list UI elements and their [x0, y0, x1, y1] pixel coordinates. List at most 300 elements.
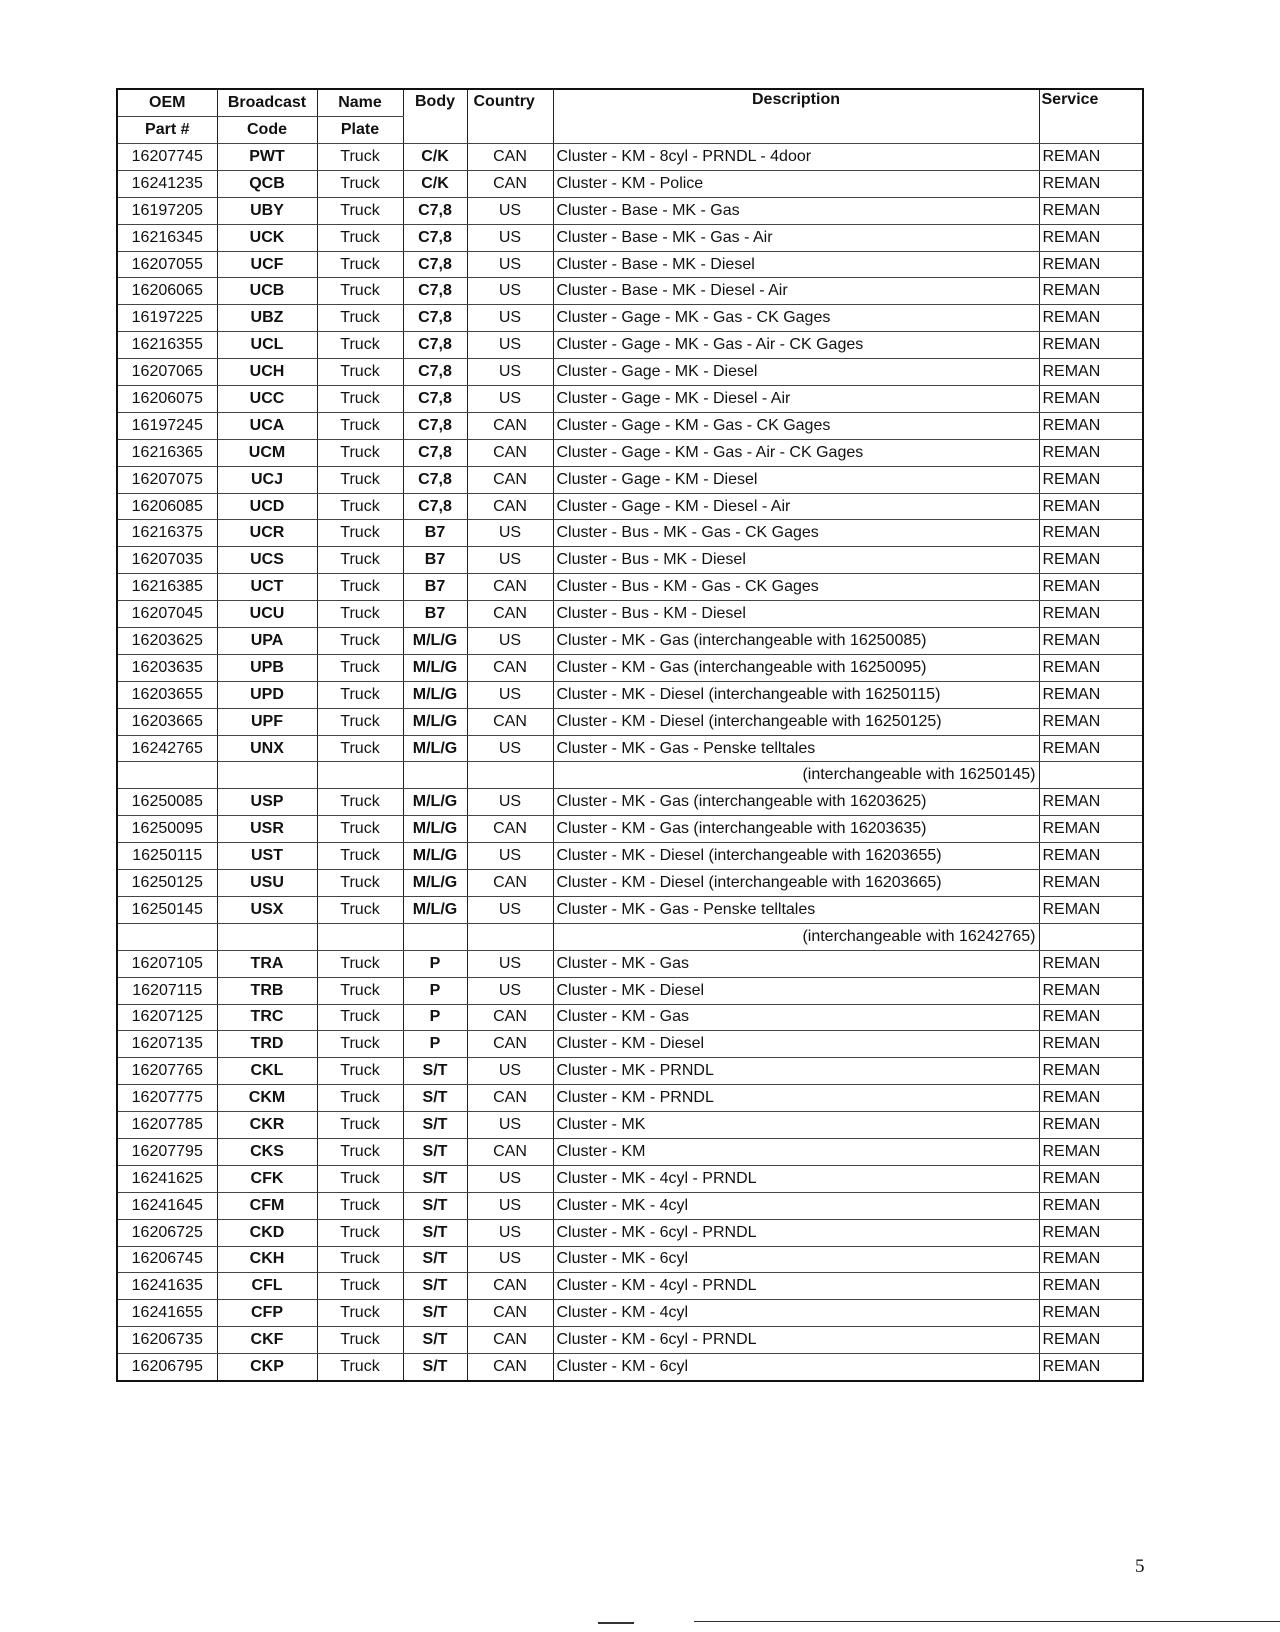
cell-country: US: [467, 789, 553, 816]
table-body: [117, 144, 1143, 1381]
cell-part: 16206745: [117, 1246, 217, 1273]
cell-code: CKH: [217, 1246, 317, 1273]
cell-country: CAN: [467, 654, 553, 681]
cell-plate: Truck: [317, 520, 403, 547]
cell-plate: Truck: [317, 1354, 403, 1381]
cell-country: US: [467, 332, 553, 359]
cell-plate: Truck: [317, 170, 403, 197]
cell-service: REMAN: [1039, 278, 1143, 305]
cell-plate: Truck: [317, 1219, 403, 1246]
cell-body: M/L/G: [403, 870, 467, 897]
table-row: [117, 789, 1143, 816]
cell-body: M/L/G: [403, 843, 467, 870]
cell-body: P: [403, 1004, 467, 1031]
cell-country: US: [467, 1192, 553, 1219]
table-row: [117, 1273, 1143, 1300]
cell-part: 16197225: [117, 305, 217, 332]
cell-desc: Cluster - KM - Gas (interchangeable with 16203635): [553, 816, 1039, 843]
cell-service: REMAN: [1039, 1112, 1143, 1139]
cell-service: [1039, 923, 1143, 950]
table-row: [117, 493, 1143, 520]
cell-desc: (interchangeable with 16242765): [553, 923, 1039, 950]
cell-country: [467, 762, 553, 789]
cell-service: REMAN: [1039, 170, 1143, 197]
cell-plate: Truck: [317, 439, 403, 466]
cell-part: 16216375: [117, 520, 217, 547]
cell-service: REMAN: [1039, 520, 1143, 547]
cell-body: C7,8: [403, 466, 467, 493]
cell-plate: Truck: [317, 1300, 403, 1327]
cell-code: CKD: [217, 1219, 317, 1246]
cell-part: 16241635: [117, 1273, 217, 1300]
cell-plate: Truck: [317, 466, 403, 493]
cell-country: [467, 923, 553, 950]
cell-country: US: [467, 547, 553, 574]
cell-plate: Truck: [317, 789, 403, 816]
cell-service: REMAN: [1039, 197, 1143, 224]
cell-code: USP: [217, 789, 317, 816]
cell-part: 16241235: [117, 170, 217, 197]
table-row: [117, 278, 1143, 305]
table-row: [117, 144, 1143, 171]
cell-country: CAN: [467, 412, 553, 439]
cell-body: C7,8: [403, 251, 467, 278]
header-body: Body: [403, 89, 467, 144]
cell-part: 16241655: [117, 1300, 217, 1327]
table-row: [117, 197, 1143, 224]
cell-body: S/T: [403, 1327, 467, 1354]
cell-body: M/L/G: [403, 816, 467, 843]
cell-part: 16250095: [117, 816, 217, 843]
cell-code: USX: [217, 896, 317, 923]
cell-country: US: [467, 520, 553, 547]
page-number: 5: [1135, 1556, 1145, 1577]
table-header: [117, 89, 1143, 144]
cell-code: TRC: [217, 1004, 317, 1031]
table-row: [117, 950, 1143, 977]
table-row: [117, 735, 1143, 762]
cell-part: 16206795: [117, 1354, 217, 1381]
cell-service: REMAN: [1039, 332, 1143, 359]
cell-desc: Cluster - MK - Gas - Penske telltales: [553, 896, 1039, 923]
cell-desc: Cluster - MK - Gas - Penske telltales: [553, 735, 1039, 762]
cell-code: UCD: [217, 493, 317, 520]
cell-code: UBZ: [217, 305, 317, 332]
cell-body: B7: [403, 520, 467, 547]
cell-desc: Cluster - MK - Diesel: [553, 977, 1039, 1004]
cell-code: UPB: [217, 654, 317, 681]
cell-code: CKP: [217, 1354, 317, 1381]
cell-country: US: [467, 950, 553, 977]
cell-desc: Cluster - KM - Gas (interchangeable with 16250095): [553, 654, 1039, 681]
cell-country: US: [467, 681, 553, 708]
cell-country: CAN: [467, 870, 553, 897]
cell-service: REMAN: [1039, 601, 1143, 628]
table-row: [117, 1004, 1143, 1031]
cell-body: M/L/G: [403, 628, 467, 655]
cell-country: US: [467, 1058, 553, 1085]
cell-desc: Cluster - KM - Diesel (interchangeable with 16250125): [553, 708, 1039, 735]
table-row: [117, 386, 1143, 413]
cell-part: 16203625: [117, 628, 217, 655]
cell-desc: Cluster - MK - Gas: [553, 950, 1039, 977]
cell-part: 16197245: [117, 412, 217, 439]
cell-code: USR: [217, 816, 317, 843]
cell-body: S/T: [403, 1138, 467, 1165]
header-broadcast: Broadcast: [217, 89, 317, 117]
cell-country: CAN: [467, 574, 553, 601]
cell-part: 16206735: [117, 1327, 217, 1354]
cell-part: 16207075: [117, 466, 217, 493]
cell-plate: Truck: [317, 1273, 403, 1300]
cell-country: US: [467, 359, 553, 386]
table-row: [117, 466, 1143, 493]
cell-code: [217, 762, 317, 789]
cell-desc: Cluster - Gage - MK - Gas - Air - CK Gages: [553, 332, 1039, 359]
cell-part: 16216345: [117, 224, 217, 251]
cell-desc: Cluster - Base - MK - Diesel - Air: [553, 278, 1039, 305]
cell-desc: Cluster - Base - MK - Gas - Air: [553, 224, 1039, 251]
cell-body: C7,8: [403, 386, 467, 413]
cell-country: US: [467, 1165, 553, 1192]
cell-code: UCT: [217, 574, 317, 601]
table-row: [117, 762, 1143, 789]
cell-country: CAN: [467, 816, 553, 843]
cell-part: 16207035: [117, 547, 217, 574]
cell-plate: Truck: [317, 1085, 403, 1112]
cell-desc: Cluster - KM - 6cyl - PRNDL: [553, 1327, 1039, 1354]
cell-code: PWT: [217, 144, 317, 171]
cell-body: S/T: [403, 1112, 467, 1139]
cell-code: QCB: [217, 170, 317, 197]
cell-desc: Cluster - MK - Gas (interchangeable with 16250085): [553, 628, 1039, 655]
cell-part: 16207135: [117, 1031, 217, 1058]
cell-body: M/L/G: [403, 735, 467, 762]
cell-code: UCS: [217, 547, 317, 574]
cell-service: REMAN: [1039, 305, 1143, 332]
cell-service: REMAN: [1039, 251, 1143, 278]
table-row: [117, 1192, 1143, 1219]
cell-part: 16203665: [117, 708, 217, 735]
cell-body: S/T: [403, 1192, 467, 1219]
table-row: [117, 681, 1143, 708]
cell-plate: [317, 762, 403, 789]
cell-country: US: [467, 278, 553, 305]
cell-service: REMAN: [1039, 1192, 1143, 1219]
cell-desc: Cluster - MK - 6cyl: [553, 1246, 1039, 1273]
cell-plate: Truck: [317, 332, 403, 359]
cell-service: REMAN: [1039, 735, 1143, 762]
cell-code: USU: [217, 870, 317, 897]
cell-country: US: [467, 1112, 553, 1139]
cell-service: REMAN: [1039, 843, 1143, 870]
cell-service: REMAN: [1039, 224, 1143, 251]
cell-body: B7: [403, 547, 467, 574]
cell-body: M/L/G: [403, 681, 467, 708]
cell-code: CKR: [217, 1112, 317, 1139]
header-description: Description: [553, 89, 1039, 144]
cell-service: REMAN: [1039, 1085, 1143, 1112]
cell-country: US: [467, 843, 553, 870]
table-row: [117, 923, 1143, 950]
cell-plate: Truck: [317, 493, 403, 520]
header-part-number: Part #: [117, 117, 217, 144]
cell-code: UCA: [217, 412, 317, 439]
cell-desc: Cluster - MK - Gas (interchangeable with 16203625): [553, 789, 1039, 816]
cell-body: C7,8: [403, 439, 467, 466]
table-row: [117, 224, 1143, 251]
cell-code: TRA: [217, 950, 317, 977]
cell-part: 16206085: [117, 493, 217, 520]
cell-desc: Cluster - KM - Police: [553, 170, 1039, 197]
footer-rule: [598, 1622, 634, 1624]
cell-code: UCJ: [217, 466, 317, 493]
cell-body: [403, 923, 467, 950]
cell-body: C/K: [403, 144, 467, 171]
cell-country: CAN: [467, 1085, 553, 1112]
cell-code: CKL: [217, 1058, 317, 1085]
cell-service: REMAN: [1039, 654, 1143, 681]
cell-country: US: [467, 896, 553, 923]
cell-code: UCM: [217, 439, 317, 466]
cell-service: REMAN: [1039, 359, 1143, 386]
cell-part: 16203635: [117, 654, 217, 681]
cell-country: US: [467, 251, 553, 278]
cell-desc: Cluster - Gage - MK - Diesel - Air: [553, 386, 1039, 413]
cell-desc: Cluster - Gage - KM - Diesel: [553, 466, 1039, 493]
table-row: [117, 896, 1143, 923]
cell-part: 16207065: [117, 359, 217, 386]
table-row: [117, 628, 1143, 655]
table-row: [117, 870, 1143, 897]
cell-part: [117, 762, 217, 789]
table-row: [117, 1085, 1143, 1112]
cell-country: CAN: [467, 170, 553, 197]
cell-part: 16206725: [117, 1219, 217, 1246]
cell-country: CAN: [467, 493, 553, 520]
table-row: [117, 1165, 1143, 1192]
cell-body: M/L/G: [403, 896, 467, 923]
cell-service: REMAN: [1039, 1246, 1143, 1273]
cell-country: CAN: [467, 1300, 553, 1327]
cell-plate: Truck: [317, 654, 403, 681]
cell-service: REMAN: [1039, 977, 1143, 1004]
cell-plate: Truck: [317, 1192, 403, 1219]
cell-service: REMAN: [1039, 1273, 1143, 1300]
cell-part: 16197205: [117, 197, 217, 224]
cell-service: REMAN: [1039, 466, 1143, 493]
cell-plate: Truck: [317, 359, 403, 386]
cell-service: REMAN: [1039, 628, 1143, 655]
cell-body: S/T: [403, 1219, 467, 1246]
cell-desc: Cluster - Gage - KM - Gas - CK Gages: [553, 412, 1039, 439]
cell-body: S/T: [403, 1085, 467, 1112]
cell-part: 16216365: [117, 439, 217, 466]
table-row: [117, 439, 1143, 466]
cell-body: S/T: [403, 1165, 467, 1192]
cell-code: UBY: [217, 197, 317, 224]
header-service: Service: [1039, 89, 1143, 144]
cell-country: CAN: [467, 1327, 553, 1354]
cell-country: CAN: [467, 601, 553, 628]
cell-plate: Truck: [317, 950, 403, 977]
cell-country: CAN: [467, 1273, 553, 1300]
cell-country: CAN: [467, 466, 553, 493]
cell-plate: Truck: [317, 278, 403, 305]
cell-country: US: [467, 628, 553, 655]
cell-country: CAN: [467, 708, 553, 735]
table-row: [117, 547, 1143, 574]
cell-service: REMAN: [1039, 1058, 1143, 1085]
header-row-1: [117, 89, 1143, 117]
cell-country: US: [467, 305, 553, 332]
cell-part: 16250085: [117, 789, 217, 816]
header-oem: OEM: [117, 89, 217, 117]
cell-part: 16216355: [117, 332, 217, 359]
cell-plate: Truck: [317, 1165, 403, 1192]
cell-code: UCK: [217, 224, 317, 251]
table-row: [117, 170, 1143, 197]
cell-desc: Cluster - Gage - KM - Diesel - Air: [553, 493, 1039, 520]
cell-plate: Truck: [317, 224, 403, 251]
cell-body: S/T: [403, 1300, 467, 1327]
cell-plate: Truck: [317, 735, 403, 762]
cell-desc: Cluster - Bus - KM - Gas - CK Gages: [553, 574, 1039, 601]
cell-code: UCR: [217, 520, 317, 547]
cell-service: REMAN: [1039, 816, 1143, 843]
cell-service: REMAN: [1039, 1327, 1143, 1354]
cell-plate: Truck: [317, 601, 403, 628]
cell-service: REMAN: [1039, 412, 1143, 439]
table-row: [117, 977, 1143, 1004]
header-code: Code: [217, 117, 317, 144]
cell-code: UCB: [217, 278, 317, 305]
cell-plate: Truck: [317, 412, 403, 439]
cell-service: REMAN: [1039, 681, 1143, 708]
cell-body: P: [403, 950, 467, 977]
cell-service: REMAN: [1039, 493, 1143, 520]
cell-service: REMAN: [1039, 708, 1143, 735]
cell-body: P: [403, 977, 467, 1004]
cell-desc: Cluster - MK - 6cyl - PRNDL: [553, 1219, 1039, 1246]
cell-code: UPD: [217, 681, 317, 708]
cell-country: CAN: [467, 1031, 553, 1058]
header-name: Name: [317, 89, 403, 117]
cell-part: 16207765: [117, 1058, 217, 1085]
cell-plate: Truck: [317, 386, 403, 413]
cell-country: US: [467, 224, 553, 251]
table-row: [117, 1219, 1143, 1246]
cell-country: US: [467, 197, 553, 224]
cell-desc: Cluster - Gage - MK - Diesel: [553, 359, 1039, 386]
cell-body: C7,8: [403, 412, 467, 439]
cell-part: 16250145: [117, 896, 217, 923]
cell-desc: Cluster - KM - 4cyl: [553, 1300, 1039, 1327]
table-row: [117, 1031, 1143, 1058]
cell-desc: Cluster - MK - 4cyl: [553, 1192, 1039, 1219]
footer-rule: [694, 1621, 1280, 1622]
cell-plate: Truck: [317, 547, 403, 574]
cell-body: C7,8: [403, 224, 467, 251]
cell-code: CKS: [217, 1138, 317, 1165]
cell-code: CFM: [217, 1192, 317, 1219]
cell-code: UNX: [217, 735, 317, 762]
cell-plate: Truck: [317, 1327, 403, 1354]
cell-part: 16207105: [117, 950, 217, 977]
cell-body: C/K: [403, 170, 467, 197]
cell-service: REMAN: [1039, 1354, 1143, 1381]
cell-code: UCF: [217, 251, 317, 278]
cell-plate: Truck: [317, 305, 403, 332]
table-row: [117, 332, 1143, 359]
cell-service: REMAN: [1039, 1031, 1143, 1058]
cell-desc: Cluster - KM: [553, 1138, 1039, 1165]
table-row: [117, 359, 1143, 386]
cell-body: C7,8: [403, 332, 467, 359]
cell-part: 16241625: [117, 1165, 217, 1192]
cell-code: UPA: [217, 628, 317, 655]
cell-part: 16206075: [117, 386, 217, 413]
parts-table: [116, 88, 1144, 1382]
cell-desc: Cluster - Bus - MK - Diesel: [553, 547, 1039, 574]
table-row: [117, 251, 1143, 278]
cell-part: 16250115: [117, 843, 217, 870]
cell-plate: Truck: [317, 977, 403, 1004]
cell-country: US: [467, 977, 553, 1004]
table-row: [117, 520, 1143, 547]
cell-code: CFK: [217, 1165, 317, 1192]
cell-code: CFP: [217, 1300, 317, 1327]
cell-part: 16207045: [117, 601, 217, 628]
cell-body: [403, 762, 467, 789]
cell-country: US: [467, 1246, 553, 1273]
table-row: [117, 1300, 1143, 1327]
cell-body: C7,8: [403, 305, 467, 332]
cell-service: REMAN: [1039, 439, 1143, 466]
cell-part: 16207775: [117, 1085, 217, 1112]
cell-service: REMAN: [1039, 1138, 1143, 1165]
cell-desc: Cluster - KM - Diesel: [553, 1031, 1039, 1058]
cell-code: UPF: [217, 708, 317, 735]
cell-plate: Truck: [317, 144, 403, 171]
cell-plate: Truck: [317, 197, 403, 224]
cell-plate: Truck: [317, 708, 403, 735]
cell-plate: Truck: [317, 251, 403, 278]
table-row: [117, 305, 1143, 332]
cell-desc: Cluster - KM - PRNDL: [553, 1085, 1039, 1112]
cell-country: CAN: [467, 1354, 553, 1381]
cell-service: REMAN: [1039, 896, 1143, 923]
cell-body: C7,8: [403, 197, 467, 224]
cell-part: 16203655: [117, 681, 217, 708]
cell-country: US: [467, 735, 553, 762]
cell-code: UCC: [217, 386, 317, 413]
cell-desc: Cluster - KM - Gas: [553, 1004, 1039, 1031]
cell-part: 16250125: [117, 870, 217, 897]
cell-desc: Cluster - MK: [553, 1112, 1039, 1139]
cell-part: 16207115: [117, 977, 217, 1004]
table-row: [117, 574, 1143, 601]
cell-body: S/T: [403, 1354, 467, 1381]
cell-part: 16207125: [117, 1004, 217, 1031]
cell-service: REMAN: [1039, 870, 1143, 897]
table-row: [117, 1246, 1143, 1273]
cell-country: US: [467, 386, 553, 413]
cell-body: S/T: [403, 1246, 467, 1273]
cell-desc: Cluster - Bus - MK - Gas - CK Gages: [553, 520, 1039, 547]
cell-country: CAN: [467, 144, 553, 171]
cell-part: 16241645: [117, 1192, 217, 1219]
